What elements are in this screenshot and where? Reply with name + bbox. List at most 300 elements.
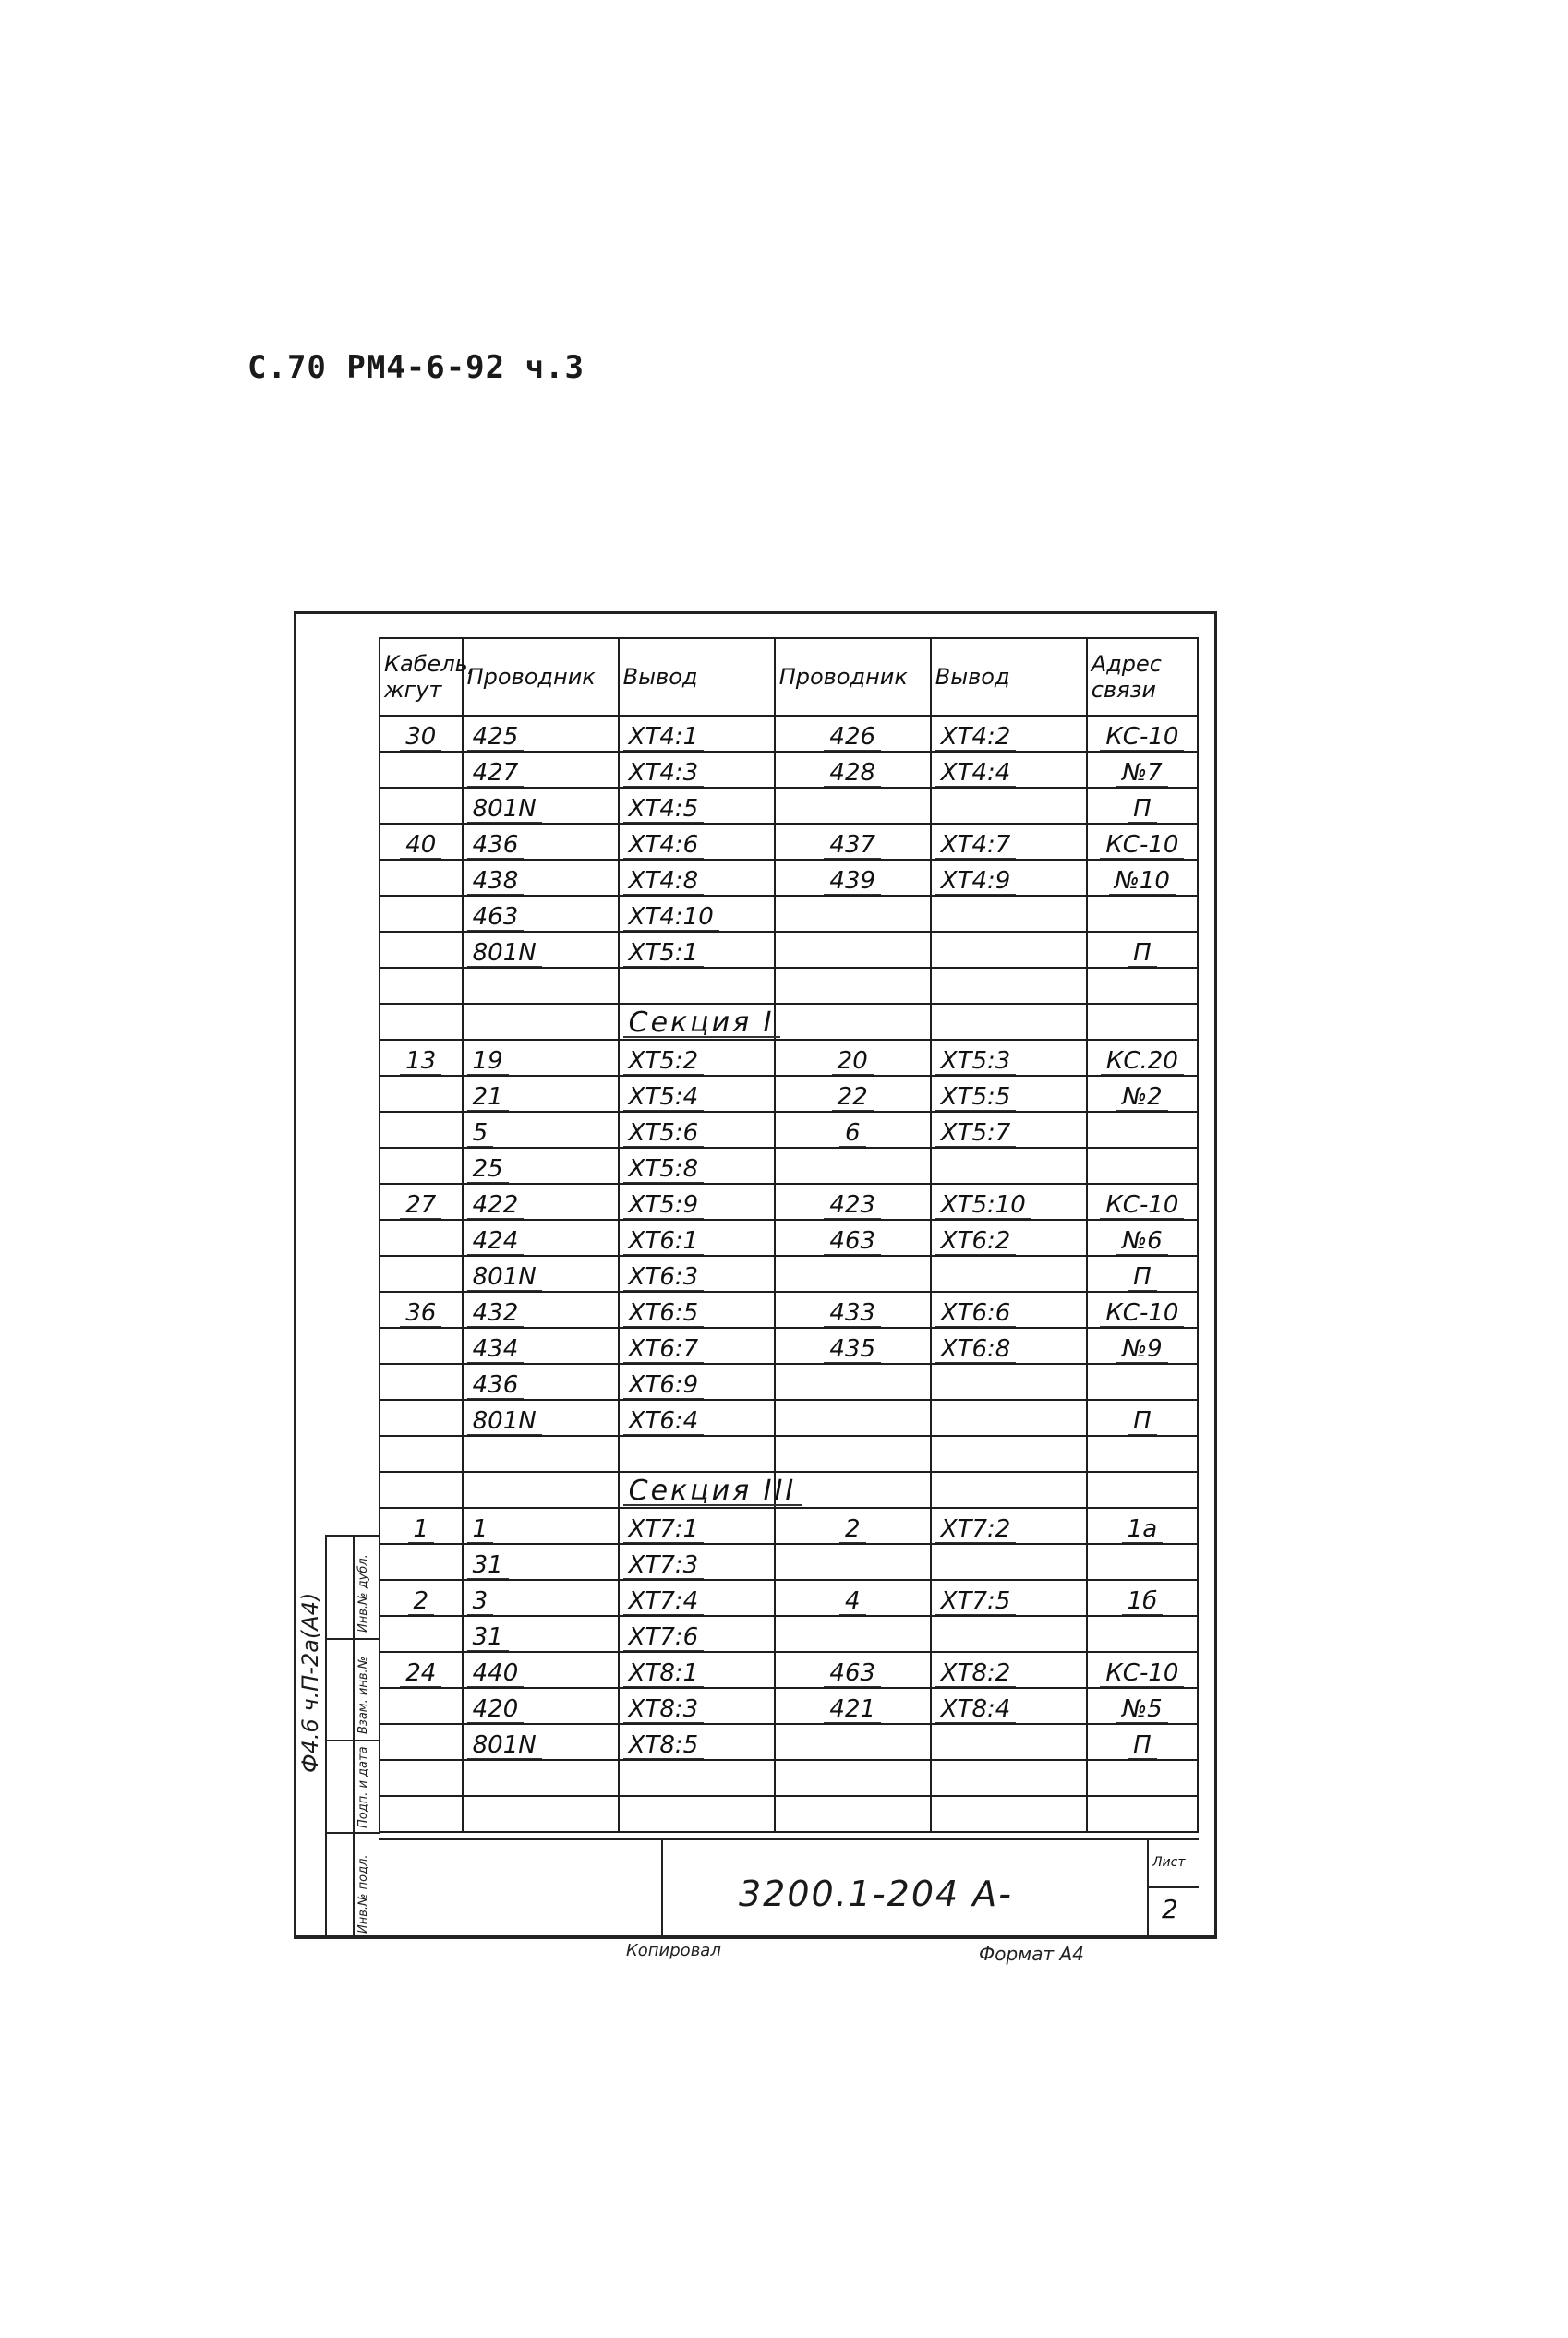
cell-value: 463 — [824, 1228, 881, 1255]
table-cell — [463, 1544, 619, 1580]
table-cell — [380, 1220, 463, 1256]
table-cell — [931, 1652, 1087, 1688]
table-cell — [931, 1076, 1087, 1112]
table-cell — [775, 860, 931, 896]
table-cell — [775, 788, 931, 824]
cell-value: ХТ4:5 — [623, 796, 705, 823]
table-row — [380, 1544, 1198, 1580]
cell-value: ХТ5:10 — [935, 1192, 1031, 1219]
cell-value: 36 — [400, 1300, 441, 1327]
table-cell — [619, 1652, 775, 1688]
cell-value: 25 — [467, 1156, 509, 1183]
left-margin-stamp — [325, 1535, 379, 1937]
table-cell — [380, 1400, 463, 1436]
cell-value: Секция III — [623, 1478, 802, 1506]
table-cell — [619, 1220, 775, 1256]
cell-value: ХТ8:4 — [935, 1696, 1017, 1723]
table-cell — [463, 1256, 619, 1292]
table-cell — [1087, 788, 1198, 824]
table-cell — [380, 860, 463, 896]
table-header-row — [380, 638, 1198, 716]
cell-value: ХТ7:2 — [935, 1516, 1017, 1543]
cell-value: 19 — [467, 1048, 509, 1075]
cell-value: №7 — [1116, 760, 1168, 787]
table-cell — [931, 716, 1087, 752]
table-cell — [380, 1436, 463, 1472]
table-cell — [1087, 896, 1198, 932]
table-cell — [380, 1076, 463, 1112]
document-code: 3200.1-204 А- — [739, 1874, 1013, 1914]
table-cell — [463, 1112, 619, 1148]
table-cell — [463, 968, 619, 1004]
col-header-cable: Кабель, жгут — [380, 638, 463, 716]
table-cell — [380, 824, 463, 860]
table-cell — [775, 1292, 931, 1328]
cell-value: ХТ6:7 — [623, 1336, 705, 1363]
table-cell — [619, 1472, 797, 1508]
table-cell — [931, 1508, 1087, 1544]
table-cell — [775, 1508, 931, 1544]
table-row — [380, 1256, 1198, 1292]
cell-value: П — [1128, 1264, 1157, 1291]
cell-value: 20 — [832, 1048, 874, 1075]
table-cell — [775, 1544, 931, 1580]
cell-value: №10 — [1109, 868, 1176, 895]
cell-value: П — [1128, 940, 1157, 967]
table-cell — [463, 1508, 619, 1544]
table-cell — [380, 1364, 463, 1400]
table-cell — [380, 1544, 463, 1580]
cell-value: №5 — [1116, 1696, 1168, 1723]
table-cell — [380, 1328, 463, 1364]
table-cell — [775, 1400, 931, 1436]
cell-value: 424 — [467, 1228, 525, 1255]
cell-value: 31 — [467, 1552, 509, 1579]
table-cell — [619, 1688, 775, 1724]
table-row — [380, 1148, 1198, 1184]
cell-value: 801N — [467, 1732, 542, 1759]
table-cell — [619, 1796, 775, 1832]
cell-value: ХТ5:3 — [935, 1048, 1017, 1075]
table-row — [380, 1184, 1198, 1220]
table-cell — [619, 1256, 775, 1292]
table-cell — [380, 1652, 463, 1688]
table-cell — [1087, 1580, 1198, 1616]
table-cell — [931, 752, 1087, 788]
table-cell — [931, 788, 1087, 824]
table-cell — [380, 716, 463, 752]
cell-value: КС.20 — [1101, 1048, 1184, 1075]
table-cell — [1087, 1184, 1198, 1220]
cell-value: 422 — [467, 1192, 525, 1219]
table-cell — [1087, 860, 1198, 896]
table-cell — [1087, 824, 1198, 860]
table-cell — [380, 932, 463, 968]
title-block — [379, 1838, 1199, 1937]
table-cell — [1087, 1148, 1198, 1184]
cell-value: ХТ7:6 — [623, 1624, 705, 1651]
cell-value: 436 — [467, 1372, 525, 1399]
cell-value: 435 — [824, 1336, 881, 1363]
table-cell — [1087, 1364, 1198, 1400]
table-cell — [619, 1616, 775, 1652]
table-cell — [619, 1184, 775, 1220]
table-row — [380, 1220, 1198, 1256]
cell-value: 425 — [467, 724, 525, 751]
table-row — [380, 968, 1198, 1004]
cell-value: ХТ6:2 — [935, 1228, 1017, 1255]
table-cell — [619, 1580, 775, 1616]
table-row — [380, 824, 1198, 860]
table-cell — [931, 1112, 1087, 1148]
table-cell — [463, 1076, 619, 1112]
cell-value: П — [1128, 796, 1157, 823]
strip-label-4: Инв.№ подл. — [356, 1854, 370, 1934]
cell-value: ХТ7:5 — [935, 1588, 1017, 1615]
table-cell — [931, 968, 1087, 1004]
cell-value: КС-10 — [1100, 1192, 1184, 1219]
cell-value: ХТ4:6 — [623, 832, 705, 859]
table-cell — [1087, 1076, 1198, 1112]
table-cell — [380, 1148, 463, 1184]
table-cell — [931, 1040, 1087, 1076]
cell-value: ХТ5:2 — [623, 1048, 705, 1075]
table-row — [380, 1724, 1198, 1760]
table-cell — [775, 1652, 931, 1688]
table-row — [380, 1364, 1198, 1400]
table-cell — [775, 1436, 931, 1472]
cell-value: 428 — [824, 760, 881, 787]
cell-value: 440 — [467, 1660, 525, 1687]
cell-value: ХТ6:4 — [623, 1408, 705, 1435]
cell-value: 27 — [400, 1192, 441, 1219]
table-row — [380, 1688, 1198, 1724]
cell-value: ХТ4:8 — [623, 868, 705, 895]
table-cell — [931, 1760, 1087, 1796]
table-cell — [619, 932, 775, 968]
table-cell — [619, 1724, 775, 1760]
table-cell — [380, 1112, 463, 1148]
cell-value: 24 — [400, 1660, 441, 1687]
table-row — [380, 1436, 1198, 1472]
cell-value: ХТ8:2 — [935, 1660, 1017, 1687]
cell-value: 2 — [839, 1516, 866, 1543]
cell-value: 427 — [467, 760, 525, 787]
cell-value: ХТ5:1 — [623, 940, 705, 967]
table-row — [380, 1292, 1198, 1328]
table-cell — [931, 1688, 1087, 1724]
cell-value: КС-10 — [1100, 1300, 1184, 1327]
cell-value: ХТ5:6 — [623, 1120, 705, 1147]
table-cell — [380, 1724, 463, 1760]
table-cell — [1087, 1256, 1198, 1292]
table-cell — [931, 1616, 1087, 1652]
cell-value: 1 — [408, 1516, 435, 1543]
table-cell — [775, 896, 931, 932]
cell-value: 1 — [467, 1516, 494, 1543]
cell-value: 6 — [839, 1120, 866, 1147]
table-cell — [775, 1220, 931, 1256]
table-cell — [1087, 1760, 1198, 1796]
table-cell — [775, 1004, 931, 1040]
table-cell — [619, 1544, 775, 1580]
cell-value: 30 — [400, 724, 441, 751]
cell-value: 421 — [824, 1696, 881, 1723]
table-cell — [775, 1688, 931, 1724]
table-row — [380, 788, 1198, 824]
table-cell — [380, 1688, 463, 1724]
table-cell — [931, 1364, 1087, 1400]
table-cell — [775, 1040, 931, 1076]
table-row — [380, 1328, 1198, 1364]
table-cell — [463, 860, 619, 896]
table-cell — [775, 752, 931, 788]
cell-value: 463 — [824, 1660, 881, 1687]
cell-value: ХТ6:8 — [935, 1336, 1017, 1363]
cell-value: 423 — [824, 1192, 881, 1219]
table-cell — [380, 1580, 463, 1616]
cell-value: ХТ5:9 — [623, 1192, 705, 1219]
table-cell — [380, 968, 463, 1004]
cell-value: П — [1128, 1408, 1157, 1435]
table-cell — [380, 896, 463, 932]
cell-value: 40 — [400, 832, 441, 859]
table-cell — [1087, 1652, 1198, 1688]
cell-value: 801N — [467, 1408, 542, 1435]
cell-value: 426 — [824, 724, 881, 751]
table-cell — [463, 1688, 619, 1724]
cell-value: 438 — [467, 868, 525, 895]
table-cell — [1087, 1400, 1198, 1436]
cell-value: ХТ7:3 — [623, 1552, 705, 1579]
table-cell — [1087, 716, 1198, 752]
cell-value: 5 — [467, 1120, 494, 1147]
table-cell — [775, 716, 931, 752]
table-cell — [775, 824, 931, 860]
table-cell — [463, 896, 619, 932]
table-cell — [931, 1436, 1087, 1472]
cell-value: КС-10 — [1100, 832, 1184, 859]
cell-value: 420 — [467, 1696, 525, 1723]
cell-value: ХТ4:3 — [623, 760, 705, 787]
table-cell — [619, 1508, 775, 1544]
table-cell — [1087, 1292, 1198, 1328]
table-cell — [619, 1148, 775, 1184]
cell-value: Секция I — [623, 1010, 780, 1038]
cell-value: 2 — [408, 1588, 435, 1615]
table-cell — [463, 1184, 619, 1220]
table-cell — [775, 1184, 931, 1220]
table-cell — [619, 1292, 775, 1328]
table-cell — [463, 1292, 619, 1328]
table-cell — [775, 1760, 931, 1796]
table-cell — [1087, 1220, 1198, 1256]
table-cell — [619, 1328, 775, 1364]
table-cell — [463, 1436, 619, 1472]
table-row — [380, 1004, 1198, 1040]
table-cell — [380, 1508, 463, 1544]
table-cell — [1087, 1796, 1198, 1832]
cell-value: П — [1128, 1732, 1157, 1759]
cell-value: ХТ4:10 — [623, 904, 719, 931]
table-cell — [931, 896, 1087, 932]
strip-label-3: Подп. и дата — [356, 1746, 370, 1828]
table-cell — [619, 1004, 775, 1040]
cell-value: 434 — [467, 1336, 525, 1363]
table-cell — [931, 1544, 1087, 1580]
table-cell — [931, 1256, 1087, 1292]
table-cell — [931, 1292, 1087, 1328]
table-cell — [463, 1796, 619, 1832]
table-cell — [463, 1616, 619, 1652]
sheet-label: Лист — [1152, 1855, 1186, 1870]
table-cell — [619, 1112, 775, 1148]
cell-value: 801N — [467, 1264, 542, 1291]
table-cell — [380, 1184, 463, 1220]
table-cell — [1087, 1436, 1198, 1472]
table-row — [380, 1652, 1198, 1688]
table-cell — [463, 1724, 619, 1760]
cell-value: ХТ4:2 — [935, 724, 1017, 751]
table-cell — [619, 860, 775, 896]
col-header-terminal-1: Вывод — [619, 638, 775, 716]
table-cell — [931, 932, 1087, 968]
table-cell — [1087, 932, 1198, 968]
footer-format: Формат А4 — [979, 1943, 1084, 1965]
cell-value: №2 — [1116, 1084, 1168, 1111]
cell-value: 21 — [467, 1084, 509, 1111]
table-cell — [463, 1580, 619, 1616]
cell-value: ХТ5:5 — [935, 1084, 1017, 1111]
sheet-number: 2 — [1162, 1894, 1178, 1924]
table-cell — [463, 1328, 619, 1364]
cell-value: ХТ7:1 — [623, 1516, 705, 1543]
table-row — [380, 716, 1198, 752]
table-row — [380, 1112, 1198, 1148]
table-cell — [931, 1580, 1087, 1616]
table-cell — [619, 1076, 775, 1112]
cell-value: ХТ6:3 — [623, 1264, 705, 1291]
table-cell — [931, 1328, 1087, 1364]
table-cell — [775, 1364, 931, 1400]
cell-value: ХТ5:8 — [623, 1156, 705, 1183]
table-cell — [1087, 1724, 1198, 1760]
cell-value: ХТ6:1 — [623, 1228, 705, 1255]
cell-value: 31 — [467, 1624, 509, 1651]
table-cell — [931, 1220, 1087, 1256]
cell-value: 801N — [467, 940, 542, 967]
table-cell — [775, 1148, 931, 1184]
strip-label-2: Взам. инв.№ — [356, 1656, 370, 1734]
table-cell — [463, 824, 619, 860]
table-cell — [775, 1328, 931, 1364]
table-row — [380, 1760, 1198, 1796]
cell-value: 432 — [467, 1300, 525, 1327]
table-cell — [463, 1760, 619, 1796]
table-row — [380, 1616, 1198, 1652]
cell-value: 22 — [832, 1084, 874, 1111]
col-header-terminal-2: Вывод — [931, 638, 1087, 716]
cell-value: ХТ6:6 — [935, 1300, 1017, 1327]
table-cell — [380, 1004, 463, 1040]
table-row — [380, 932, 1198, 968]
cell-value: 1а — [1122, 1516, 1163, 1543]
table-cell — [931, 1724, 1087, 1760]
table-cell — [1087, 1328, 1198, 1364]
table-cell — [775, 1616, 931, 1652]
wiring-table — [379, 637, 1199, 1833]
cell-value: ХТ5:4 — [623, 1084, 705, 1111]
table-row — [380, 1580, 1198, 1616]
table-cell — [931, 1004, 1087, 1040]
cell-value: ХТ4:4 — [935, 760, 1017, 787]
col-header-conductor-1: Проводник — [463, 638, 619, 716]
col-header-conductor-2: Проводник — [775, 638, 931, 716]
table-cell — [380, 1616, 463, 1652]
table-cell — [463, 1148, 619, 1184]
table-cell — [1087, 968, 1198, 1004]
cell-value: КС-10 — [1100, 1660, 1184, 1687]
cell-value: 1б — [1122, 1588, 1164, 1615]
table-cell — [463, 1400, 619, 1436]
table-row — [380, 1796, 1198, 1832]
table-cell — [775, 1256, 931, 1292]
cell-value: ХТ8:1 — [623, 1660, 705, 1687]
table-cell — [1087, 1544, 1198, 1580]
cell-value: 801N — [467, 796, 542, 823]
table-cell — [931, 1400, 1087, 1436]
cell-value: ХТ8:5 — [623, 1732, 705, 1759]
table-cell — [380, 1040, 463, 1076]
table-cell — [1087, 1688, 1198, 1724]
cell-value: 4 — [839, 1588, 866, 1615]
cell-value: ХТ6:9 — [623, 1372, 705, 1399]
table-row — [380, 860, 1198, 896]
table-cell — [380, 788, 463, 824]
table-cell — [619, 1400, 775, 1436]
table-cell — [775, 1580, 931, 1616]
table-cell — [463, 1004, 619, 1040]
cell-value: ХТ7:4 — [623, 1588, 705, 1615]
table-cell — [463, 1364, 619, 1400]
strip-label-1: Инв.№ дубл. — [356, 1554, 370, 1633]
format-note-vertical: Ф4.6 ч.П-2а(А4) — [297, 1592, 323, 1773]
table-cell — [619, 788, 775, 824]
table-row — [380, 1472, 1198, 1508]
table-cell — [380, 1256, 463, 1292]
table-cell — [931, 1796, 1087, 1832]
table-row — [380, 1400, 1198, 1436]
cell-value: 439 — [824, 868, 881, 895]
table-cell — [1087, 1472, 1198, 1508]
cell-value: ХТ5:7 — [935, 1120, 1017, 1147]
table-cell — [931, 1472, 1087, 1508]
table-row — [380, 1076, 1198, 1112]
table-row — [380, 752, 1198, 788]
table-cell — [1087, 1508, 1198, 1544]
table-cell — [619, 1436, 775, 1472]
table-cell — [1087, 1040, 1198, 1076]
page-header: С.70 РМ4-6-92 ч.3 — [247, 349, 585, 386]
table-cell — [775, 1112, 931, 1148]
table-cell — [619, 824, 775, 860]
table-cell — [380, 752, 463, 788]
cell-value: №9 — [1116, 1336, 1168, 1363]
cell-value: 463 — [467, 904, 525, 931]
table-row — [380, 1508, 1198, 1544]
table-cell — [1087, 1004, 1198, 1040]
table-cell — [380, 1796, 463, 1832]
